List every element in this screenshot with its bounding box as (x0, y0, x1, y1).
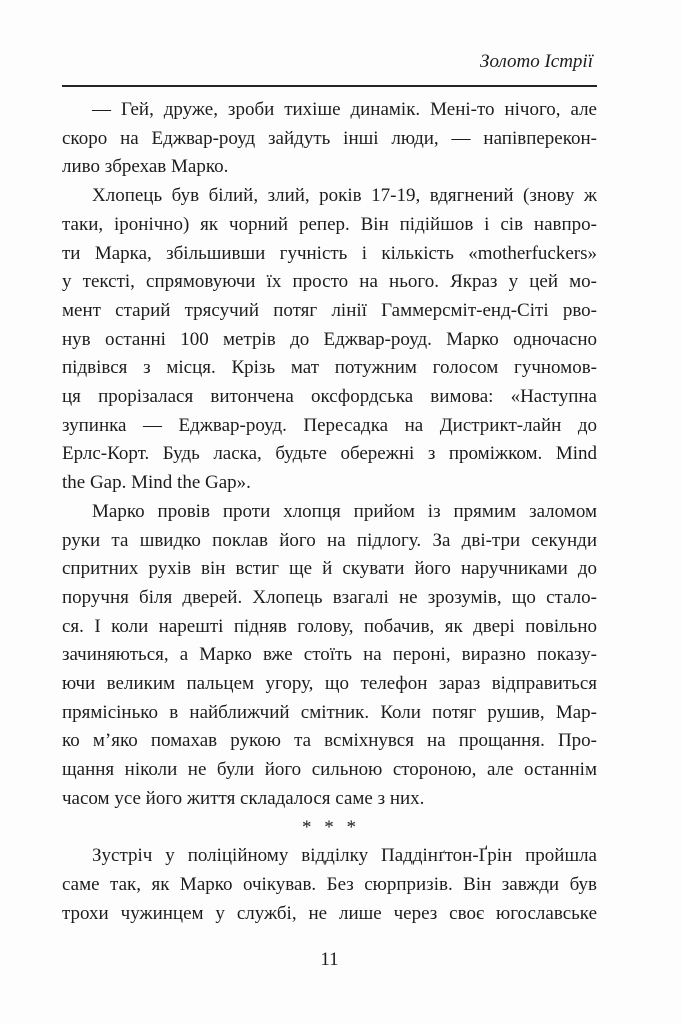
text-line: зупинка — Еджвар-роуд. Пересадка на Дистрикт-лайн до (62, 414, 597, 436)
text-line: ти Марка, збільшивши гучність і кількість «motherfuckers» (62, 242, 597, 264)
text-line: — Гей, друже, зроби тихіше динамік. Мені-то нічого, але (92, 99, 597, 120)
text-line: руки та швидко поклав його на підлогу. За дві-три секунди (62, 529, 597, 551)
text-line: Марко провів проти хлопця прийом із прямим заломом (92, 500, 597, 522)
text-line: зачиняються, а Марко вже стоїть на пероні, виразно показу- (62, 644, 597, 666)
section-separator: * * * (302, 816, 357, 838)
text-line: ливо збрехав Марко. (62, 156, 229, 178)
text-line: трохи чужинцем у службі, не лише через своє югославське (62, 902, 597, 924)
text-line: спритних рухів він встиг ще й скувати його наручниками до (62, 558, 597, 580)
text-line: the Gap. Mind the Gap». (62, 472, 251, 494)
text-line: нув останні 100 метрів до Еджвар-роуд. Марко одночасно (62, 328, 597, 350)
page-number: 11 (320, 949, 339, 970)
text-line: щання ніколи не були його сильною стороною, але останнім (62, 759, 597, 781)
header-rule (62, 85, 597, 87)
text-line: скоро на Еджвар-роуд зайдуть інші люди, — напівперекон- (62, 127, 597, 149)
paragraph (62, 182, 597, 498)
text-line: ця прорізалася витончена оксфордська вимова: «Наступна (62, 386, 597, 408)
text-line: ючи великим пальцем угору, що телефон зараз відправиться (62, 673, 597, 695)
text-line: Хлопець був білий, злий, років 17-19, вдягнений (знову ж (92, 185, 597, 207)
text-line: у тексті, спрямовуючи їх просто на нього. Якраз у цей мо- (62, 271, 597, 293)
paragraph (62, 842, 597, 928)
paragraph (62, 498, 597, 814)
text-line: Ерлс-Корт. Будь ласка, будьте обережні з проміжком. Mind (62, 443, 597, 465)
text-line: часом усе його життя складалося саме з них. (62, 787, 425, 809)
text-line: поручня біля дверей. Хлопець взагалі не зрозумів, що стало- (62, 586, 597, 608)
body-text (62, 96, 597, 928)
paragraph (62, 96, 597, 182)
text-line: мент старий трясучий потяг лінії Гаммерсміт-енд-Сіті рво- (62, 299, 597, 321)
text-line: прямісінько в найближчий смітник. Коли потяг рушив, Мар- (62, 701, 597, 723)
text-line: ко м’яко помахав рукою та всміхнувся на прощання. Про- (62, 730, 597, 752)
text-line: саме так, як Марко очікував. Без сюрпризів. Він завжди був (62, 873, 597, 895)
page-content (62, 0, 597, 970)
running-header: Золото Істрії (480, 51, 593, 72)
text-line: ся. І коли нарешті підняв голову, побачив, як двері повільно (62, 615, 597, 637)
text-line: Зустріч у поліційному відділку Паддінґтон-Ґрін пройшла (92, 845, 597, 867)
text-line: таки, іронічно) як чорний репер. Він підійшов і сів навпро- (62, 213, 597, 235)
text-line: підвівся з місця. Крізь мат потужним голосом гучномов- (62, 357, 597, 379)
